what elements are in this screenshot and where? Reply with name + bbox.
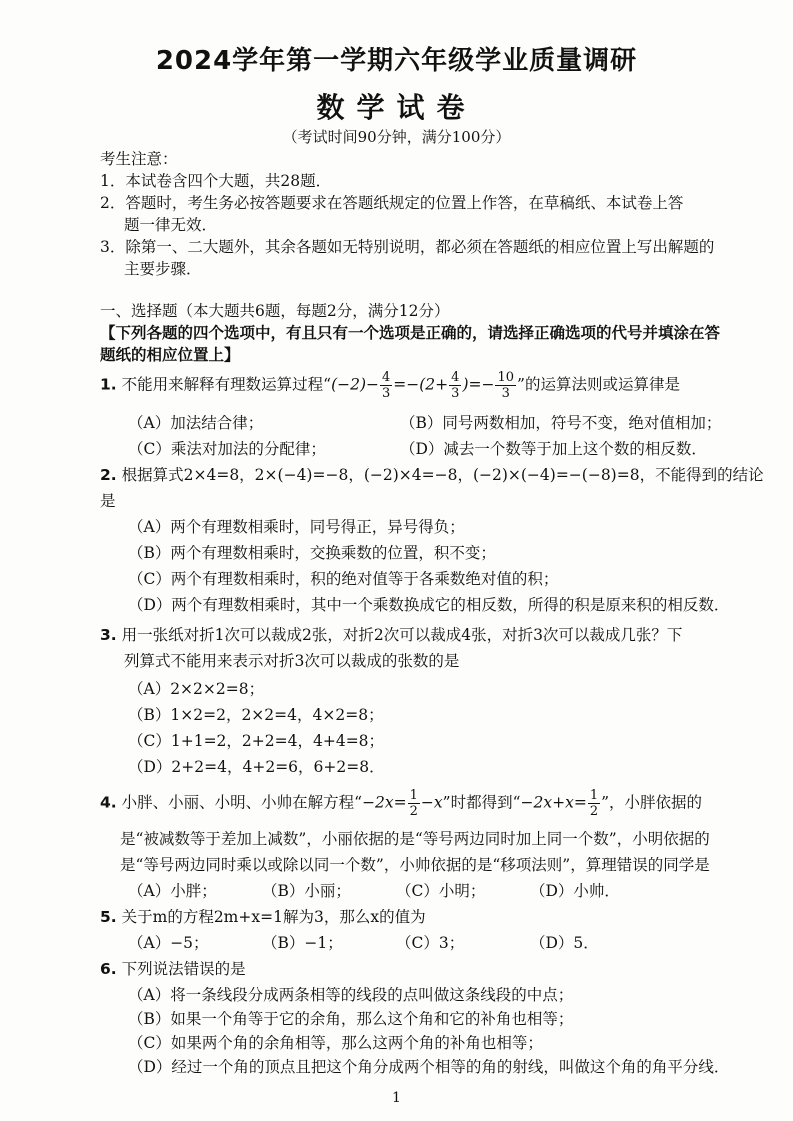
question-number: 5.	[100, 908, 117, 926]
q2-option-c: （C）两个有理数相乘时，积的绝对值等于各乘数绝对值的积；	[128, 570, 559, 588]
q2-option-d: （D）两个有理数相乘时，其中一个乘数换成它的相反数，所得的积是原来积的相反数．	[128, 596, 730, 614]
q1-option-b: （B）同号两数相加，符号不变，绝对值相加；	[400, 414, 722, 432]
q5-option-b: （B）−1；	[262, 934, 343, 952]
q1-option-a: （A）加法结合律；	[128, 414, 264, 432]
question-text: 小胖、小丽、小明、小帅在解方程“	[121, 793, 363, 812]
notice-item-2: 2．答题时，考生务必按答题要求在答题纸规定的位置上作答，在草稿纸、本试卷上答	[100, 194, 684, 212]
question-6-stem	[100, 958, 246, 980]
q1-option-c: （C）乘法对加法的分配律；	[128, 440, 326, 458]
q6-option-b: （B）如果一个角等于它的余角，那么这个角和它的补角也相等；	[128, 1010, 574, 1028]
question-1-stem	[100, 370, 680, 401]
fraction: $\frac{1}{2}$	[409, 788, 418, 819]
q2-option-a: （A）两个有理数相乘时，同号得正，异号得负；	[128, 518, 465, 536]
math-expression: )=−	[462, 375, 495, 394]
notice-item-1: 1．本试卷含四个大题，共28题．	[100, 172, 332, 190]
question-5-stem	[100, 906, 426, 928]
question-number: 6.	[100, 960, 117, 978]
q5-option-c: （C）3；	[396, 934, 465, 952]
q4-option-d: （D）小帅．	[530, 882, 620, 900]
question-2-stem-cont: 是	[100, 492, 116, 510]
question-text: 根据算式2×4=8，2×(−4)=−8，(−2)×4=−8，(−2)×(−4)=−(−8)=8，不能得到的结论	[121, 466, 764, 484]
q3-option-c: （C）1+1=2，2+2=4，4+4=8；	[128, 732, 385, 750]
fraction: $\frac{1}{2}$	[589, 788, 599, 819]
fraction: $\frac{10}{3}$	[497, 370, 515, 401]
q6-option-a: （A）将一条线段分成两条相等的线段的点叫做这条线段的中点；	[128, 986, 574, 1004]
question-number: 3.	[100, 626, 117, 644]
q4-option-c: （C）小明；	[396, 882, 486, 900]
section1-heading: 一、选择题（本大题共6题，每题2分，满分12分）	[100, 302, 450, 320]
q3-option-a: （A）2×2×2=8；	[128, 680, 265, 698]
math-expression: (−2)−	[331, 375, 379, 394]
question-4-stem	[100, 788, 702, 819]
question-text: ”，小胖依据的	[601, 793, 703, 812]
question-text: 下列说法错误的是	[121, 960, 246, 978]
exam-subtitle: 数学试卷	[316, 91, 477, 124]
question-text: 用一张纸对折1次可以裁成2张，对折2次可以裁成4张，对折3次可以裁成几张？下	[121, 626, 683, 644]
math-expression: =−(2+	[393, 375, 449, 394]
fraction: $\frac{4}{3}$	[382, 370, 391, 401]
question-3-stem-cont: 列算式不能用来表示对折3次可以裁成的张数的是	[124, 652, 460, 670]
question-number: 4.	[100, 793, 117, 812]
notice-heading: 考生注意：	[100, 150, 178, 168]
q5-option-d: （D）5．	[530, 934, 599, 952]
math-expression: −x	[420, 793, 443, 812]
q3-option-b: （B）1×2=2，2×2=4，4×2=8；	[128, 706, 384, 724]
question-2-stem	[100, 464, 764, 486]
notice-item-2-cont: 题一律无效．	[124, 216, 218, 234]
question-3-stem	[100, 624, 682, 646]
question-text: ”的运算法则或运算律是	[517, 375, 680, 394]
q2-option-b: （B）两个有理数相乘时，交换乘数的位置，积不变；	[128, 544, 496, 562]
question-number: 2.	[100, 466, 117, 484]
q1-option-d: （D）减去一个数等于加上这个数的相反数．	[400, 440, 707, 458]
q5-option-a: （A）−5；	[128, 934, 209, 952]
notice-item-3-cont: 主要步骤．	[124, 260, 202, 278]
math-expression: −2x+x=	[520, 793, 587, 812]
question-4-stem-cont-2: 是“等号两边同时乘以或除以同一个数”，小帅依据的是“移项法则”，算理错误的同学是	[120, 856, 710, 874]
exam-title: 2024学年第一学期六年级学业质量调研	[155, 46, 638, 76]
question-4-stem-cont-1: 是“被减数等于差加上减数”，小丽依据的是“等号两边同时加上同一个数”，小明依据的	[120, 830, 710, 848]
notice-item-3: 3．除第一、二大题外，其余各题如无特别说明，都必须在答题纸的相应位置上写出解题的	[100, 238, 715, 256]
q6-option-d: （D）经过一个角的顶点且把这个角分成两个相等的角的射线，叫做这个角的角平分线．	[128, 1058, 730, 1076]
fraction: $\frac{4}{3}$	[451, 370, 460, 401]
time-note: （考试时间90分钟，满分100分）	[282, 128, 511, 146]
section1-instruction-2: 题纸的相应位置上】	[100, 345, 240, 364]
question-text: ”时都得到“	[442, 793, 521, 812]
question-text: 关于m的方程2m+x=1解为3，那么x的值为	[121, 908, 426, 926]
section1-instruction-1: 【下列各题的四个选项中，有且只有一个选项是正确的，请选择正确选项的代号并填涂在答	[100, 323, 721, 342]
q6-option-c: （C）如果两个角的余角相等，那么这两个角的补角也相等；	[128, 1034, 543, 1052]
page-number: 1	[392, 1090, 401, 1106]
q4-option-b: （B）小丽；	[262, 882, 351, 900]
q3-option-d: （D）2+2=4，4+2=6，6+2=8．	[128, 758, 385, 776]
question-number: 1.	[100, 375, 117, 394]
question-text: 不能用来解释有理数运算过程“	[121, 375, 332, 394]
q4-option-a: （A）小胖；	[128, 882, 217, 900]
math-expression: −2x=	[362, 793, 407, 812]
